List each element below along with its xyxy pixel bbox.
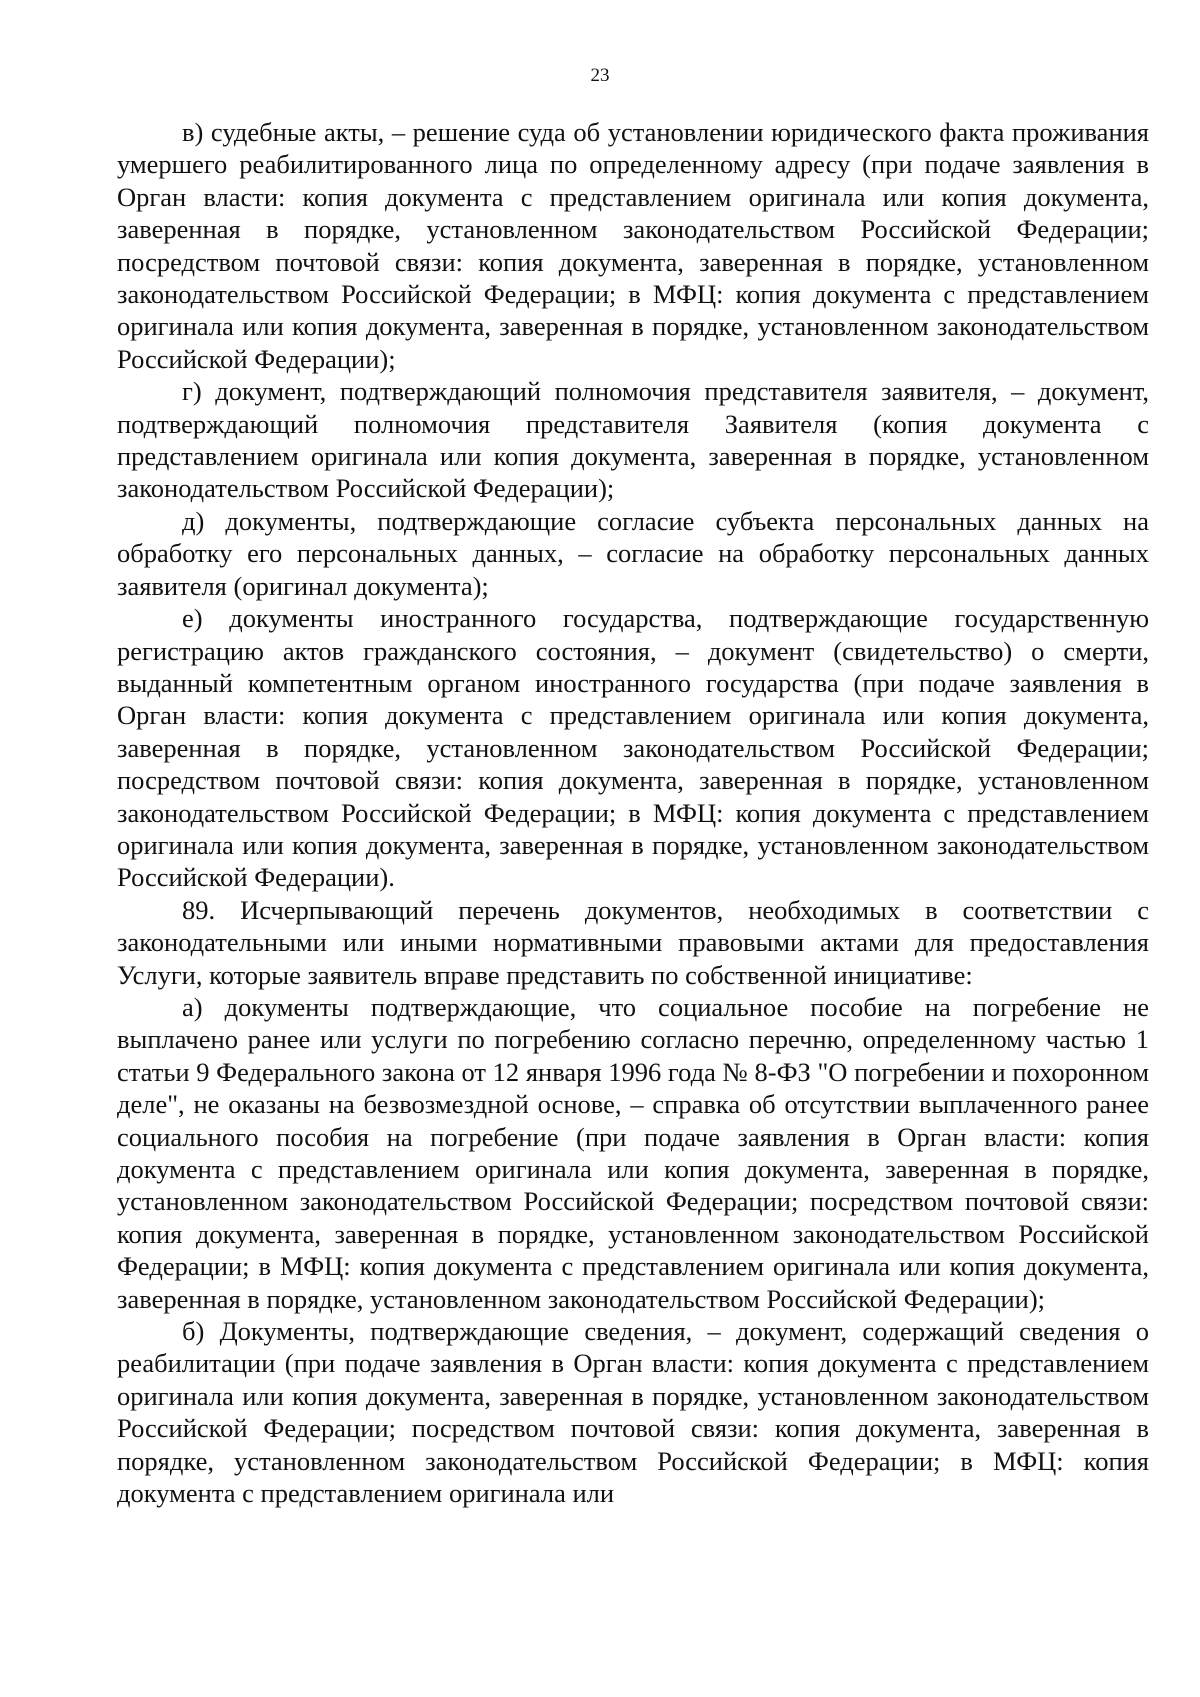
document-body [117, 116, 1149, 1509]
paragraph-89-document-list [117, 894, 1149, 991]
paragraph-a-burial-allowance [117, 991, 1149, 1315]
paragraph-g-authority-document [117, 375, 1149, 505]
paragraph-text: документы, подтверждающие согласие субъекта персональных данных на обработку его персональных данных, – согласие на обработку персональных данных заявителя (оригинал документа); [117, 505, 1149, 601]
list-marker: г) [182, 376, 216, 407]
paragraph-v-court-acts [117, 116, 1149, 375]
paragraph-d-personal-data-consent [117, 505, 1149, 602]
list-marker: б) [182, 1316, 220, 1347]
paragraph-text: Исчерпывающий перечень документов, необходимых в соответствии с законодательными или иными нормативными правовыми актами для предоставления Услуги, которые заявитель вправе представить по собственной инициативе: [117, 894, 1149, 990]
paragraph-text: документы подтверждающие, что социальное пособие на погребение не выплачено ранее или услуги по погребению согласно перечню, определенному частью 1 статьи 9 Федерального закона от 12 января 1996 года № 8-ФЗ "О погребении и похоронном деле", не оказаны на безвозмездной основе, – справка об отсутствии выплаченного ранее социального пособия на погребение (при подаче заявления в Орган власти: копия документа с представлением оригинала или копия документа, заверенная в порядке, установленном законодательством Российской Федерации; посредством почтовой связи: копия документа, заверенная в порядке, установленном законодательством Российской Федерации; в МФЦ: копия документа с представлением оригинала или копия документа, заверенная в порядке, установленном законодательством Российской Федерации); [117, 991, 1149, 1314]
page-number: 23 [590, 65, 610, 86]
paragraph-b-rehabilitation-info [117, 1315, 1149, 1509]
list-marker: в) [182, 117, 211, 147]
list-marker: е) [182, 603, 230, 634]
list-marker: а) [182, 991, 225, 1022]
paragraph-text: документы иностранного государства, подтверждающие государственную регистрацию актов гражданского состояния, – документ (свидетельство) о смерти, выданный компетентным органом иностранного государства (при подаче заявления в Орган власти: копия документа с представлением оригинала или копия документа, заверенная в порядке, установленном законодательством Российской Федерации; посредством почтовой связи: копия документа, заверенная в порядке, установленном законодательством Российской Федерации; в МФЦ: копия документа с представлением оригинала или копия документа, заверенная в порядке, установленном законодательством Российской Федерации). [117, 603, 1149, 893]
list-marker: д) [182, 505, 226, 536]
paragraph-text: Документы, подтверждающие сведения, – документ, содержащий сведения о реабилитации (при подаче заявления в Орган власти: копия документа с представлением оригинала или копия документа, заверенная в порядке, установленном законодательством Российской Федерации; посредством почтовой связи: копия документа, заверенная в порядке, установленном законодательством Российской Федерации; в МФЦ: копия документа с представлением оригинала или [117, 1316, 1149, 1509]
paragraph-e-foreign-documents [117, 602, 1149, 894]
paragraph-text: судебные акты, – решение суда об установлении юридического факта проживания умершего реабилитированного лица по определенному адресу (при подаче заявления в Орган власти: копия документа с представлением оригинала или копия документа, заверенная в порядке, установленном законодательством Российской Федерации; посредством почтовой связи: копия документа, заверенная в порядке, установленном законодательством Российской Федерации; в МФЦ: копия документа с представлением оригинала или копия документа, заверенная в порядке, установленном законодательством Российской Федерации); [117, 117, 1149, 374]
section-number: 89. [182, 894, 241, 925]
paragraph-text: документ, подтверждающий полномочия представителя заявителя, – документ, подтверждающий полномочия представителя Заявителя (копия документа с представлением оригинала или копия документа, заверенная в порядке, установленном законодательством Российской Федерации); [117, 376, 1149, 504]
